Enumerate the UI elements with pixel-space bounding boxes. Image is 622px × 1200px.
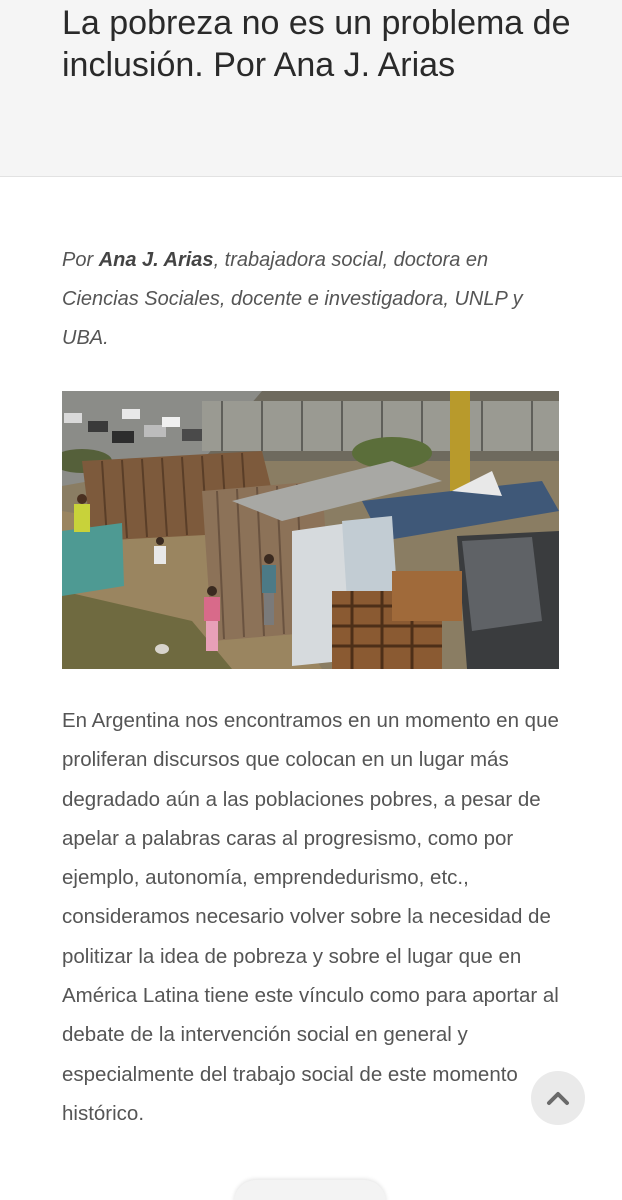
bottom-floating-bar[interactable] <box>234 1180 386 1200</box>
page-title: La pobreza no es un problema de inclusión. Por Ana J. Arias <box>62 4 571 84</box>
article-body: En Argentina nos encontramos en un momento en que proliferan discursos que colocan en un lugar más degradado aún a las poblaciones pobres, a pesar de apelar a palabras caras al progresismo, como por ejemplo, autonomía, emprendedurismo, etc., consideramos necesario volver sobre la necesidad de politizar la idea de pobreza y sobre el lugar que en América Latina tiene este vínculo como para aportar al debate de la intervención social en general y especialmente del trabajo social de este momento histórico. <box>62 709 559 1125</box>
article-photo <box>62 391 559 669</box>
byline-description: , trabajadora social, doctora en Ciencias Sociales, docente e investigadora, UNLP y UBA. <box>62 249 523 349</box>
article-header <box>0 0 622 177</box>
byline-prefix: Por <box>62 249 99 271</box>
article-byline <box>62 241 562 358</box>
scroll-to-top-button[interactable] <box>531 1071 585 1125</box>
chevron-up-icon <box>546 1087 570 1109</box>
author-name: Ana J. Arias <box>98 249 214 271</box>
